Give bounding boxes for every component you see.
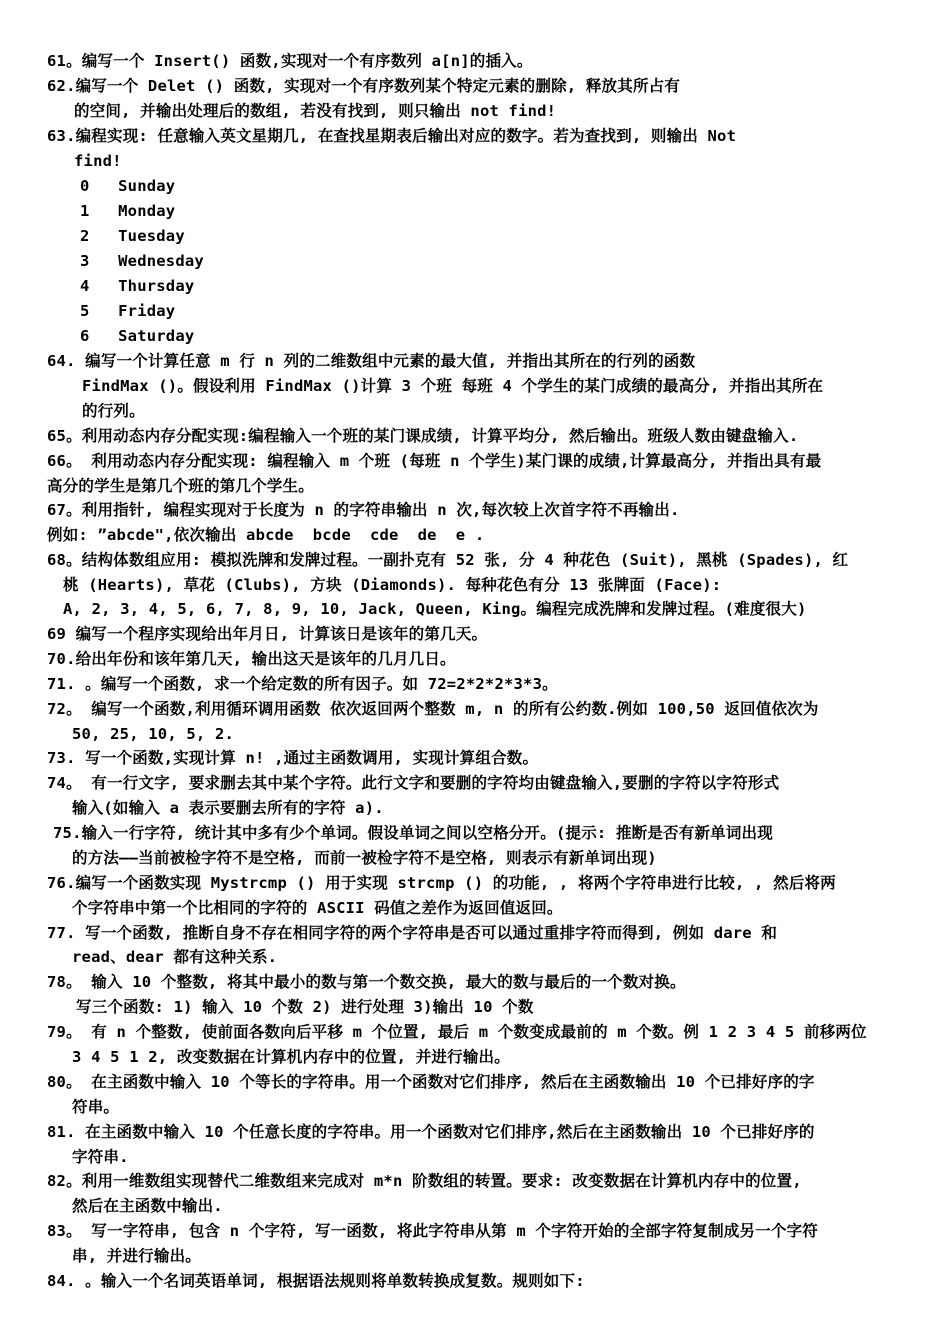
text-line: 个字符串中第一个比相同的字符的 ASCII 码值之差作为返回值返回。: [72, 899, 563, 917]
text-line: FindMax ()。假设利用 FindMax ()计算 3 个班 每班 4 个学生的某门成绩的最高分, 并指出其所在: [82, 377, 824, 395]
text-line: 62.编写一个 Delet () 函数, 实现对一个有序数列某个特定元素的删除, 释放其所占有: [47, 77, 681, 95]
text-line: 写三个函数: 1) 输入 10 个数 2) 进行处理 3)输出 10 个数: [76, 998, 534, 1016]
text-line: 70.给出年份和该年第几天, 输出这天是该年的几月几日。: [47, 650, 456, 668]
text-line: 2 Tuesday: [80, 227, 185, 245]
text-line: find!: [74, 152, 122, 170]
text-line: 79。 有 n 个整数, 使前面各数向后平移 m 个位置, 最后 m 个数变成最前的 m 个数。例 1 2 3 4 5 前移两位: [47, 1023, 867, 1041]
text-line: 3 4 5 1 2, 改变数据在计算机内存中的位置, 并进行输出。: [72, 1048, 510, 1066]
text-line: 然后在主函数中输出.: [72, 1197, 223, 1215]
text-line: 64. 编写一个计算任意 m 行 n 列的二维数组中元素的最大值, 并指出其所在的行列的函数: [47, 352, 696, 370]
text-line: 5 Friday: [80, 302, 176, 320]
text-line: 77. 写一个函数, 推断自身不存在相同字符的两个字符串是否可以通过重排字符而得到, 例如 dare 和: [47, 924, 778, 942]
text-line: 63.编程实现: 任意输入英文星期几, 在查找星期表后输出对应的数字。若为查找到, 则输出 Not: [47, 127, 737, 145]
text-line: A, 2, 3, 4, 5, 6, 7, 8, 9, 10, Jack, Queen, King。编程完成洗牌和发牌过程。(难度很大): [63, 600, 807, 618]
text-line: 50, 25, 10, 5, 2.: [72, 725, 235, 743]
text-line: 74。 有一行文字, 要求删去其中某个字符。此行文字和要删的字符均由键盘输入,要删的字符以字符形式: [47, 774, 780, 792]
text-line: 68。结构体数组应用: 模拟洗牌和发牌过程。一副扑克有 52 张, 分 4 种花色 (Suit), 黑桃 (Spades), 红: [47, 551, 849, 569]
text-line: 72。 编写一个函数,利用循环调用函数 依次返回两个整数 m, n 的所有公约数.例如 100,50 返回值依次为: [47, 700, 819, 718]
text-line: 的方法——当前被检字符不是空格, 而前一被检字符不是空格, 则表示有新单词出现): [72, 849, 657, 867]
text-line: 81. 在主函数中输入 10 个任意长度的字符串。用一个函数对它们排序,然后在主函数输出 10 个已排好序的: [47, 1123, 815, 1141]
text-line: 的空间, 并输出处理后的数组, 若没有找到, 则只输出 not find!: [74, 102, 557, 120]
text-line: 例如: ”abcde",依次输出 abcde bcde cde de e .: [47, 526, 485, 544]
text-line: 61。编写一个 Insert() 函数,实现对一个有序数列 a[n]的插入。: [47, 52, 533, 70]
text-line: 78。 输入 10 个整数, 将其中最小的数与第一个数交换, 最大的数与最后的一个数对换。: [47, 973, 686, 991]
text-line: 83。 写一字符串, 包含 n 个字符, 写一函数, 将此字符串从第 m 个字符开始的全部字符复制成另一个字符: [47, 1222, 818, 1240]
text-line: 0 Sunday: [80, 177, 176, 195]
text-line: 66。 利用动态内存分配实现: 编程输入 m 个班 (每班 n 个学生)某门课的成绩,计算最高分, 并指出具有最: [47, 452, 822, 470]
text-line: 67。利用指针, 编程实现对于长度为 n 的字符串输出 n 次,每次较上次首字符不再输出.: [47, 501, 680, 519]
text-line: 69 编写一个程序实现给出年月日, 计算该日是该年的第几天。: [47, 625, 488, 643]
text-line: 82。利用一维数组实现替代二维数组来完成对 m*n 阶数组的转置。要求: 改变数据在计算机内存中的位置,: [47, 1172, 802, 1190]
text-line: read、dear 都有这种关系.: [72, 948, 278, 966]
text-line: 80。 在主函数中输入 10 个等长的字符串。用一个函数对它们排序, 然后在主函数输出 10 个已排好序的字: [47, 1073, 815, 1091]
text-line: 4 Thursday: [80, 277, 195, 295]
text-line: 1 Monday: [80, 202, 176, 220]
text-line: 84. 。输入一个名词英语单词, 根据语法规则将单数转换成复数。规则如下:: [47, 1272, 585, 1290]
text-line: 输入(如输入 a 表示要删去所有的字符 a).: [72, 799, 384, 817]
text-line: 桃 (Hearts), 草花 (Clubs), 方块 (Diamonds). 每种花色有分 13 张牌面 (Face):: [63, 576, 722, 594]
text-line: 字符串.: [72, 1148, 129, 1166]
text-line: 65。利用动态内存分配实现:编程输入一个班的某门课成绩, 计算平均分, 然后输出。班级人数由键盘输入.: [47, 427, 799, 445]
text-line: 76.编写一个函数实现 Mystrcmp () 用于实现 strcmp () 的功能, , 将两个字符串进行比较, , 然后将两: [47, 874, 836, 892]
text-line: 75.输入一行字符, 统计其中多有少个单词。假设单词之间以空格分开。(提示: 推断是否有新单词出现: [53, 824, 773, 842]
text-line: 串, 并进行输出。: [72, 1247, 201, 1265]
text-line: 6 Saturday: [80, 327, 195, 345]
text-line: 73. 写一个函数,实现计算 n! ,通过主函数调用, 实现计算组合数。: [47, 749, 539, 767]
text-line: 高分的学生是第几个班的第几个学生。: [47, 477, 314, 495]
text-line: 3 Wednesday: [80, 252, 204, 270]
text-line: 符串。: [72, 1098, 120, 1116]
text-line: 71. 。编写一个函数, 求一个给定数的所有因子。如 72=2*2*2*3*3。: [47, 675, 558, 693]
text-line: 的行列。: [82, 402, 145, 420]
